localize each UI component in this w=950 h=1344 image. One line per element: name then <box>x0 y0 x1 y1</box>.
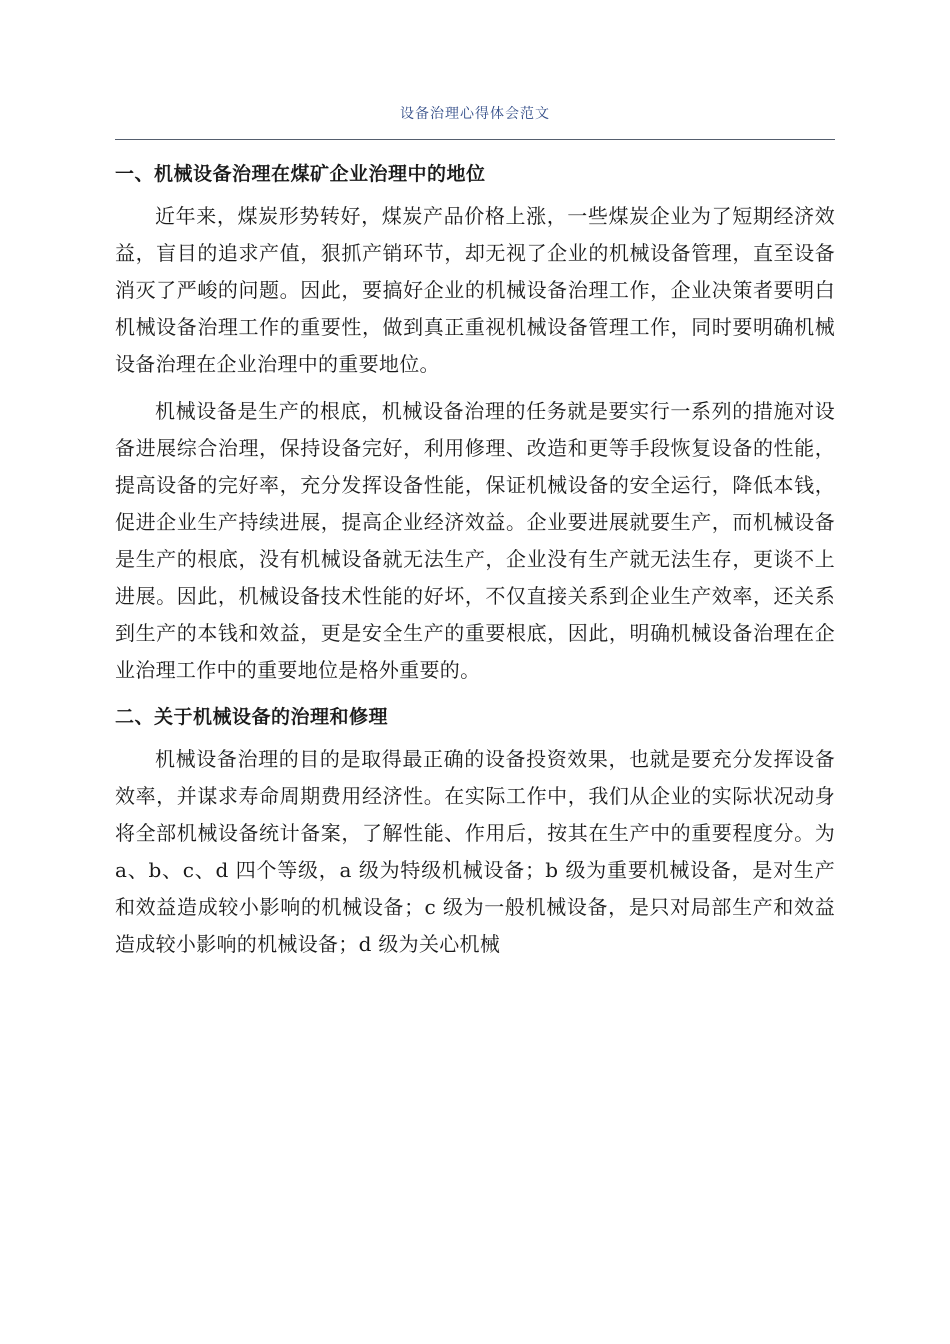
page-header-title: 设备治理心得体会范文 <box>400 106 550 122</box>
section-heading-1: 一、机械设备治理在煤矿企业治理中的地位 <box>115 163 486 185</box>
header-divider <box>115 139 835 140</box>
paragraph-2-1: 机械设备治理的目的是取得最正确的设备投资效果，也就是要充分发挥设备效率，并谋求寿命周期费用经济性。在实际工作中，我们从企业的实际状况动身将全部机械设备统计备案，了解性能、作用后，按其在生产中的重要程度分。为 a、b、c、d 四个等级，a 级为特级机械设备；b 级为重要机械设备，是对生产和效益造成较小影响的机械设备；c 级为一般机械设备，是只对局部生产和效益造成较小影响的机械设备；d 级为关心机械 <box>115 747 835 956</box>
paragraph-1-1: 近年来，煤炭形势转好，煤炭产品价格上涨，一些煤炭企业为了短期经济效益，盲目的追求产值，狠抓产销环节，却无视了企业的机械设备管理，直至设备消灭了严峻的问题。因此，要搞好企业的机械设备治理工作，企业决策者要明白机械设备治理工作的重要性，做到真正重视机械设备管理工作，同时要明确机械设备治理在企业治理中的重要地位。 <box>115 204 835 376</box>
document-body <box>115 156 835 973</box>
section-heading-2: 二、关于机械设备的治理和修理 <box>115 706 389 728</box>
paragraph-1-2: 机械设备是生产的根底，机械设备治理的任务就是要实行一系列的措施对设备进展综合治理，保持设备完好，利用修理、改造和更等手段恢复设备的性能，提高设备的完好率，充分发挥设备性能，保证机械设备的安全运行，降低本钱，促进企业生产持续进展，提高企业经济效益。企业要进展就要生产，而机械设备是生产的根底，没有机械设备就无法生产，企业没有生产就无法生存，更谈不上进展。因此，机械设备技术性能的好坏，不仅直接关系到企业生产效率，还关系到生产的本钱和效益，更是安全生产的重要根底，因此，明确机械设备治理在企业治理工作中的重要地位是格外重要的。 <box>115 399 835 682</box>
